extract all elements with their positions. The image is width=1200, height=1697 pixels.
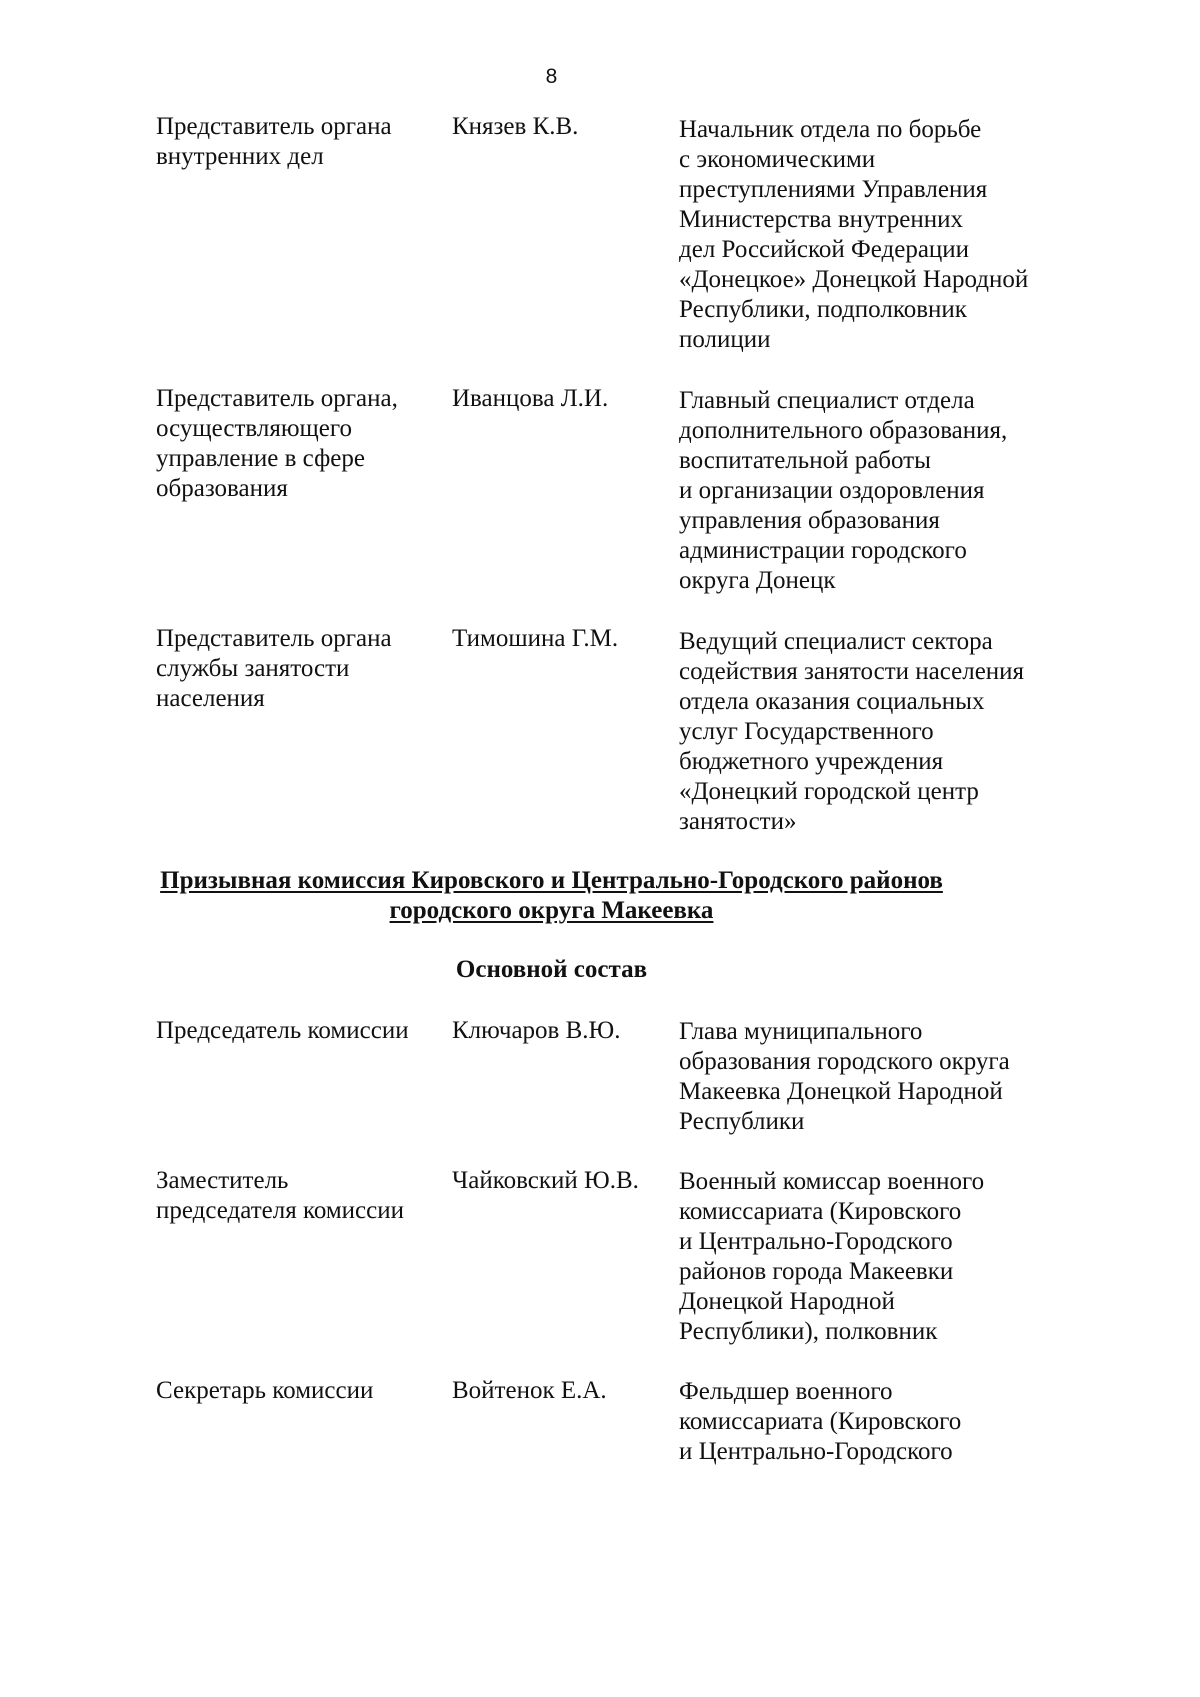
member-role: Председатель комиссии <box>156 1017 409 1044</box>
member-name: Войтенок Е.А. <box>452 1377 607 1404</box>
commission-title-line-2: городского округа Макеевка <box>389 897 714 924</box>
member-name: Иванцова Л.И. <box>452 385 609 412</box>
member-position: Военный комиссар военного комиссариата (Кировского и Центрально-Городского районов города Макеевки Донецкой Народной Республики), полковник <box>679 1168 985 1345</box>
member-name: Тимошина Г.М. <box>452 625 619 652</box>
commission-title-line-1: Призывная комиссия Кировского и Центрально-Городского районов <box>160 867 943 894</box>
member-position: Ведущий специалист сектора содействия занятости населения отдела оказания социальных услуг Государственного бюджетного учреждения «Донецкий городской центр занятости» <box>679 628 1025 835</box>
member-role: Представитель органа, осуществляющего управление в сфере образования <box>156 385 398 502</box>
member-role: Секретарь комиссии <box>156 1377 374 1404</box>
member-name: Князев К.В. <box>452 113 579 140</box>
member-role: Представитель органа службы занятости населения <box>156 625 392 712</box>
commission-title <box>0 866 1103 926</box>
member-position: Глава муниципального образования городского округа Макеевка Донецкой Народной Республики <box>679 1018 1010 1135</box>
member-position: Начальник отдела по борьбе с экономическими преступлениями Управления Министерства внутренних дел Российской Федерации «Донецкое» Донецкой Народной Республики, подполковник полиции <box>679 116 1029 353</box>
member-role: Заместитель председателя комиссии <box>156 1167 404 1224</box>
member-name: Чайковский Ю.В. <box>452 1167 639 1194</box>
composition-subtitle: Основной состав <box>455 956 648 983</box>
page-number: 8 <box>545 65 558 88</box>
member-role: Представитель органа внутренних дел <box>156 113 392 170</box>
member-position: Фельдшер военного комиссариата (Кировского и Центрально-Городского <box>679 1378 962 1465</box>
member-position: Главный специалист отдела дополнительного образования, воспитательной работы и организации оздоровления управления образования администрации городского округа Донецк <box>679 387 1008 594</box>
member-name: Ключаров В.Ю. <box>452 1017 621 1044</box>
